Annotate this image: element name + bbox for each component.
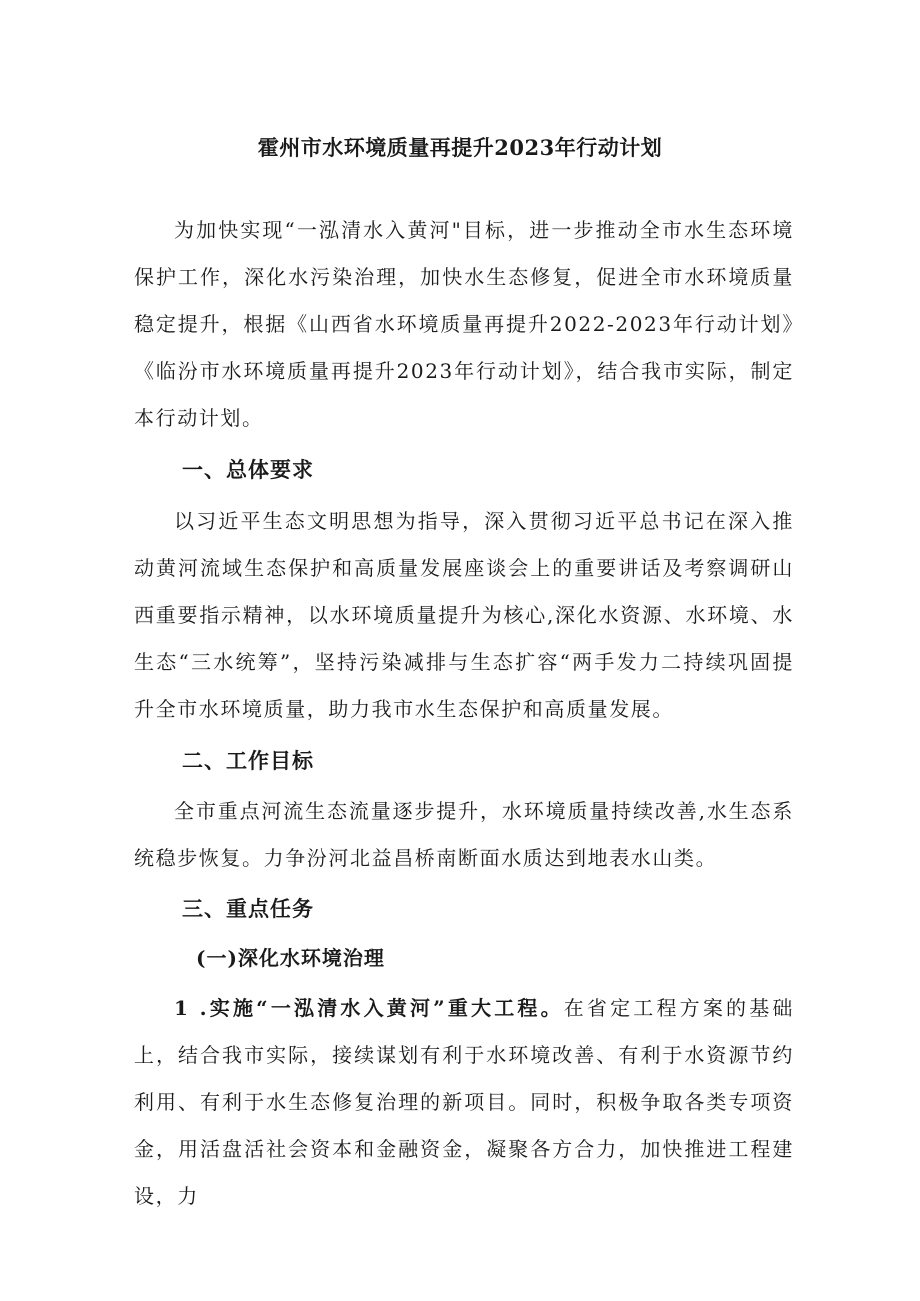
section-heading-work-goals: 二、工作目标: [182, 749, 314, 773]
section-heading-overall-requirements: 一、总体要求: [182, 458, 314, 482]
document-title: 霍州市水环境质量再提升2023年行动计划: [257, 135, 663, 160]
intro-paragraph: 为加快实现“一泓清水入黄河"目标，进一步推动全市水生态环境保护工作，深化水污染治理，加快水生态修复，促进全市水环境质量稳定提升，根据《山西省水环境质量再提升2022-2023年行动计划》《临汾市水环境质量再提升2023年行动计划》，结合我市实际，制定本行动计划。: [134, 218, 794, 430]
task-item-body: 在省定工程方案的基础上，结合我市实际，接续谋划有利于水环境改善、有利于水资源节约利用、有利于水生态修复治理的新项目。同时，积极争取各类专项资金，用活盘活社会资本和金融资金，凝聚各方合力，加快推进工程建设，力: [134, 996, 794, 1208]
subsection-heading-water-governance: (一)深化水环境治理: [196, 946, 385, 970]
section-heading-key-tasks: 三、重点任务: [182, 897, 314, 921]
section-body-work-goals: 全市重点河流生态流量逐步提升，水环境质量持续改善,水生态系统稳步恢复。力争汾河北益昌桥南断面水质达到地表水山类。: [134, 799, 794, 870]
task-item-paragraph: [134, 985, 794, 1220]
section-body-overall-requirements: 以习近平生态文明思想为指导，深入贯彻习近平总书记在深入推动黄河流域生态保护和高质量发展座谈会上的重要讲话及考察调研山西重要指示精神，以水环境质量提升为核心,深化水资源、水环境、水生态“三水统筹”，坚持污染减排与生态扩容“两手发力二持续巩固提升全市水环境质量，助力我市水生态保护和高质量发展。: [134, 509, 794, 721]
task-item-lead: 1 .实施“一泓清水入黄河”重大工程。: [174, 996, 564, 1020]
